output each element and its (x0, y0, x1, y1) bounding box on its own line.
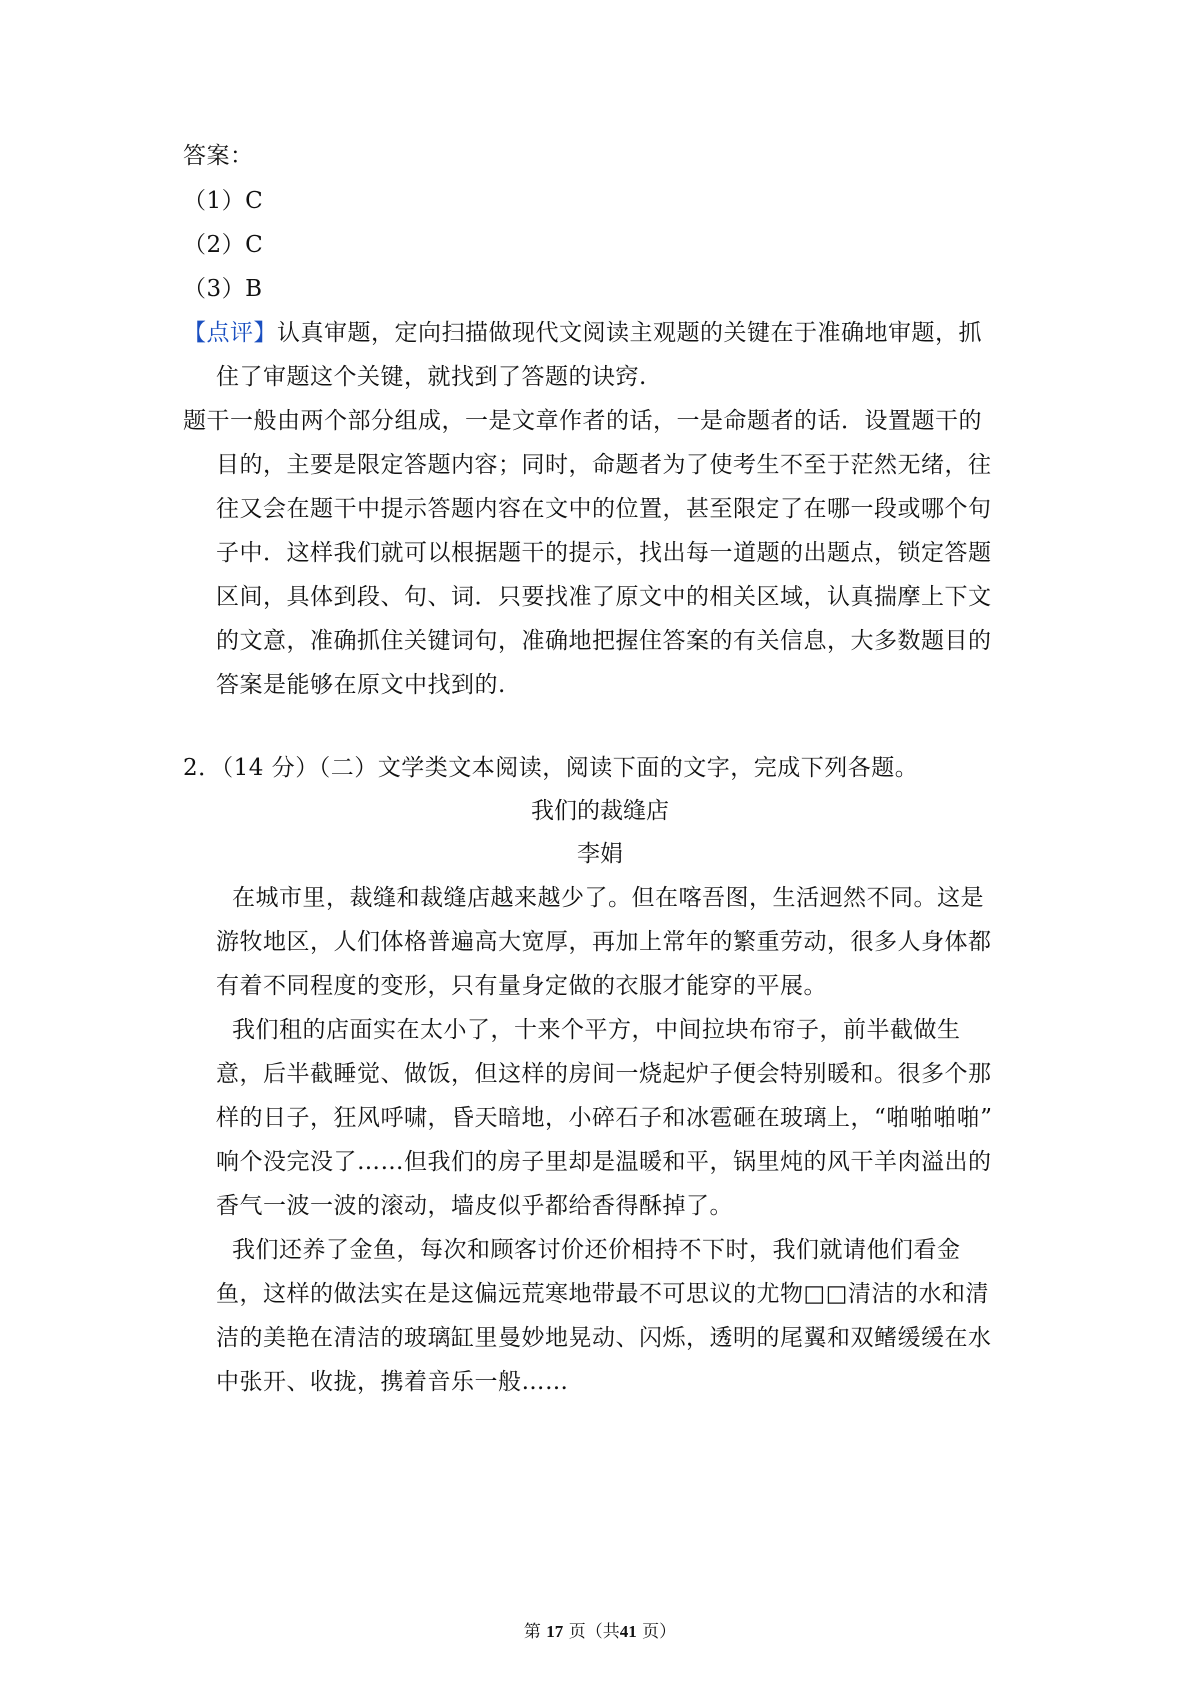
paragraph-3-line-2: 鱼，这样的做法实在是这偏远荒寒地带最不可思议的尤物□□清洁的水和清 (216, 1281, 989, 1307)
paragraph-3-line-4: 中张开、收拢，携着音乐一般…… (216, 1369, 569, 1395)
page-footer (0, 1621, 1200, 1643)
article-author: 李娟 (577, 841, 623, 867)
paragraph-2-line-4: 响个没完没了……但我们的房子里却是温暖和平，锅里炖的风干羊肉溢出的 (216, 1149, 992, 1175)
paragraph-2-line-5: 香气一波一波的滚动，墙皮似乎都给香得酥掉了。 (216, 1193, 733, 1219)
paragraph-3-line-3: 洁的美艳在清洁的玻璃缸里曼妙地晃动、闪烁，透明的尾翼和双鳍缓缓在水 (216, 1325, 992, 1351)
paragraph-1-line-1: 在城市里，裁缝和裁缝店越来越少了。但在喀吾图，生活迥然不同。这是 (232, 885, 984, 911)
answer-item-2: （2）C (183, 232, 264, 258)
footer-page-number: 17 (546, 1622, 564, 1641)
explanation-line-5: 区间，具体到段、句、词．只要找准了原文中的相关区域，认真揣摩上下文 (216, 584, 992, 610)
comment-tag: 【点评】 (183, 320, 277, 346)
explanation-line-3: 往又会在题干中提示答题内容在文中的位置，甚至限定了在哪一段或哪个句 (216, 496, 992, 522)
question-prompt: 2．（14 分）（二）文学类文本阅读，阅读下面的文字，完成下列各题。 (183, 755, 919, 781)
answer-heading: 答案： (183, 143, 254, 169)
paragraph-1-line-2: 游牧地区，人们体格普遍高大宽厚，再加上常年的繁重劳动，很多人身体都 (216, 929, 992, 955)
answer-item-3: （3）B (183, 276, 263, 302)
comment-first-line (183, 318, 982, 348)
paragraph-2-line-3: 样的日子，狂风呼啸，昏天暗地，小碎石子和冰雹砸在玻璃上，“啪啪啪啪” (216, 1105, 993, 1131)
footer-middle: 页（共 (568, 1622, 620, 1642)
paragraph-1-line-3: 有着不同程度的变形，只有量身定做的衣服才能穿的平展。 (216, 973, 827, 999)
footer-suffix: 页） (642, 1622, 677, 1642)
paragraph-3-line-1: 我们还养了金鱼，每次和顾客讨价还价相持不下时，我们就请他们看金 (232, 1237, 961, 1263)
explanation-line-4: 子中．这样我们就可以根据题干的提示，找出每一道题的出题点，锁定答题 (216, 540, 992, 566)
footer-total-pages: 41 (619, 1622, 637, 1641)
paragraph-2-line-2: 意，后半截睡觉、做饭，但这样的房间一烧起炉子便会特别暖和。很多个那 (216, 1061, 992, 1087)
article-title: 我们的裁缝店 (531, 798, 669, 824)
comment-line-2: 住了审题这个关键，就找到了答题的诀窍. (216, 364, 647, 390)
footer-prefix: 第 (523, 1622, 541, 1642)
explanation-line-6: 的文意，准确抓住关键词句，准确地把握住答案的有关信息，大多数题目的 (216, 628, 992, 654)
explanation-line-1: 题干一般由两个部分组成，一是文章作者的话，一是命题者的话．设置题干的 (183, 408, 982, 434)
answer-item-1: （1）C (183, 188, 264, 214)
explanation-line-2: 目的，主要是限定答题内容；同时，命题者为了使考生不至于茫然无绪，往 (216, 452, 992, 478)
explanation-line-7: 答案是能够在原文中找到的. (216, 672, 506, 698)
comment-line-1: 认真审题，定向扫描做现代文阅读主观题的关键在于准确地审题，抓 (277, 320, 982, 346)
paragraph-2-line-1: 我们租的店面实在太小了，十来个平方，中间拉块布帘子，前半截做生 (232, 1017, 961, 1043)
